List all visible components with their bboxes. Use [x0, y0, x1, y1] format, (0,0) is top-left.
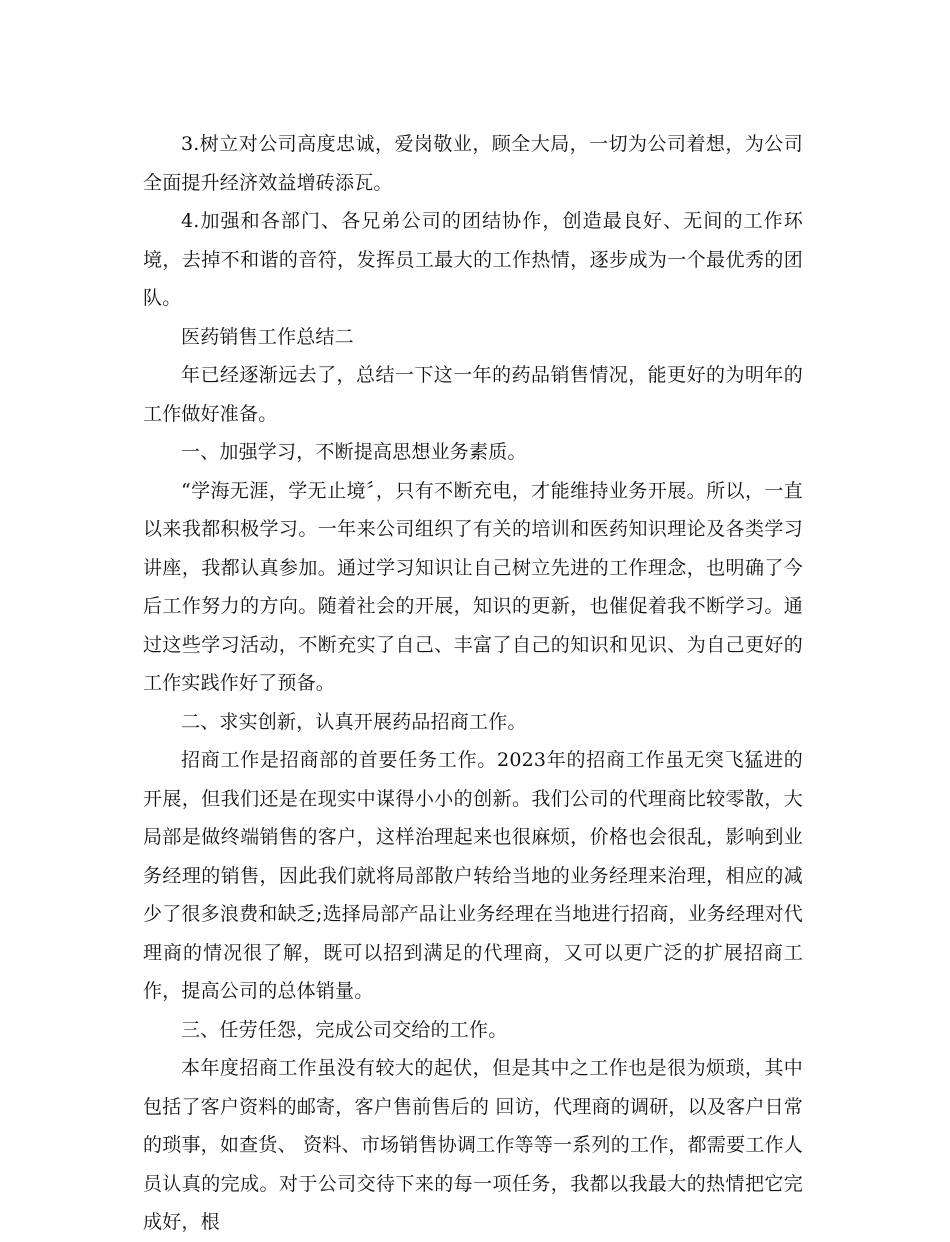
heading-one: 一、加强学习，不断提高思想业务素质。 — [181, 441, 527, 463]
document-body — [143, 125, 803, 1242]
paragraph-item-4: 4.加强和各部门、各兄弟公司的团结协作，创造最良好、无间的工作环境，去掉不和谐的音符，发挥员工最大的工作热情，逐步成为一个最优秀的团队。 — [143, 210, 803, 309]
paragraph-item-3: 3.树立对公司高度忠诚，爱岗敬业，顾全大局，一切为公司着想，为公司全面提升经济效益增砖添瓦。 — [143, 133, 803, 194]
heading-two: 二、求实创新，认真开展药品招商工作。 — [181, 710, 527, 733]
investment-paragraph: 招商工作是招商部的首要任务工作。2023年的招商工作虽无突飞猛进的开展，但我们还是在现实中谋得小小的创新。我们公司的代理商比较零散，大局部是做终端销售的客户，这样治理起来也很麻烦，价格也会很乱，影响到业务经理的销售，因此我们就将局部散户转给当地的业务经理来治理，相应的减少了很多浪费和缺乏;选择局部产品让业务经理在当地进行招商，业务经理对代理商的情况很了解，既可以招到满足的代理商，又可以更广泛的扩展招商工作，提高公司的总体销量。 — [143, 749, 803, 1002]
heading-three: 三、任劳任怨，完成公司交给的工作。 — [181, 1018, 508, 1041]
study-paragraph: “学海无涯，学无止境〞，只有不断充电，才能维持业务开展。所以，一直以来我都积极学习。一年来公司组织了有关的培训和医药知识理论及各类学习讲座，我都认真参加。通过学习知识让自己树立先进的工作理念，也明确了今后工作努力的方向。随着社会的开展，知识的更新，也催促着我不断学习。通过这些学习活动，不断充实了自己、丰富了自己的知识和见识、为自己更好的工作实践作好了预备。 — [143, 479, 803, 694]
intro-paragraph: 年已经逐渐远去了，总结一下这一年的药品销售情况，能更好的为明年的工作做好准备。 — [143, 364, 803, 425]
section-title: 医药销售工作总结二 — [181, 325, 354, 348]
tasks-paragraph: 本年度招商工作虽没有较大的起伏，但是其中之工作也是很为烦琐，其中包括了客户资料的邮寄，客户售前售后的 回访，代理商的调研，以及客户日常的琐事，如查货、 资料、市场销售协调工作等等一系列的工作，都需要工作人员认真的完成。对于公司交待下来的每一项任务，我都以我最大的热情把它完成好，根 — [143, 1057, 803, 1233]
